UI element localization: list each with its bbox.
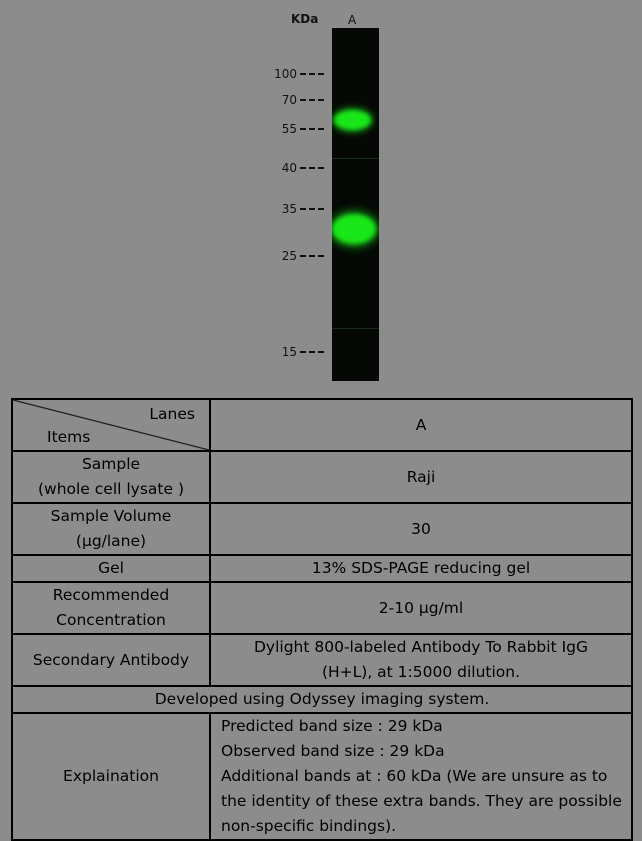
kda-unit-label: KDa [291,12,319,26]
marker-25: 25 [282,249,324,263]
items-label: Items [47,428,91,446]
marker-35: 35 [282,202,324,216]
developed-note: Developed using Odyssey imaging system. [12,686,632,713]
table-row [12,451,632,503]
row-value: Raji [210,451,632,503]
band-60kda [334,110,371,130]
header-diagonal-cell [12,399,210,451]
row-value: 30 [210,503,632,555]
row-label: Sample Volume (μg/lane) [12,503,210,555]
table-row [12,582,632,634]
experiment-info-table [11,398,633,841]
lanes-label: Lanes [149,405,195,423]
table-row [12,503,632,555]
row-value: Dylight 800-labeled Antibody To Rabbit IgG (H+L), at 1:5000 dilution. [210,634,632,686]
marker-55: 55 [282,122,324,136]
row-value: 13% SDS-PAGE reducing gel [210,555,632,582]
row-value: 2-10 μg/ml [210,582,632,634]
row-label: Sample (whole cell lysate ) [12,451,210,503]
marker-100: 100 [274,67,324,81]
row-label: Secondary Antibody [12,634,210,686]
explanation-row [12,713,632,840]
predicted-band-line: Predicted band size : 29 kDa [221,717,443,735]
lane-header: A [210,399,632,451]
row-label: Gel [12,555,210,582]
marker-70: 70 [282,93,324,107]
row-label: Recommended Concentration [12,582,210,634]
explanation-text [210,713,632,840]
table-row [12,634,632,686]
observed-band-line: Observed band size : 29 kDa [221,742,445,760]
table-header-row [12,399,632,451]
marker-15: 15 [282,345,324,359]
explanation-label: Explaination [12,713,210,840]
band-29kda [332,214,376,244]
western-blot-image [0,0,642,395]
additional-bands-line: Additional bands at : 60 kDa (We are unsure as to the identity of these extra bands. They are possible non-specific bindings). [221,767,622,835]
lane-a [332,28,379,381]
developed-row [12,686,632,713]
lane-a-label: A [348,13,357,27]
marker-40: 40 [282,161,324,175]
table-row [12,555,632,582]
